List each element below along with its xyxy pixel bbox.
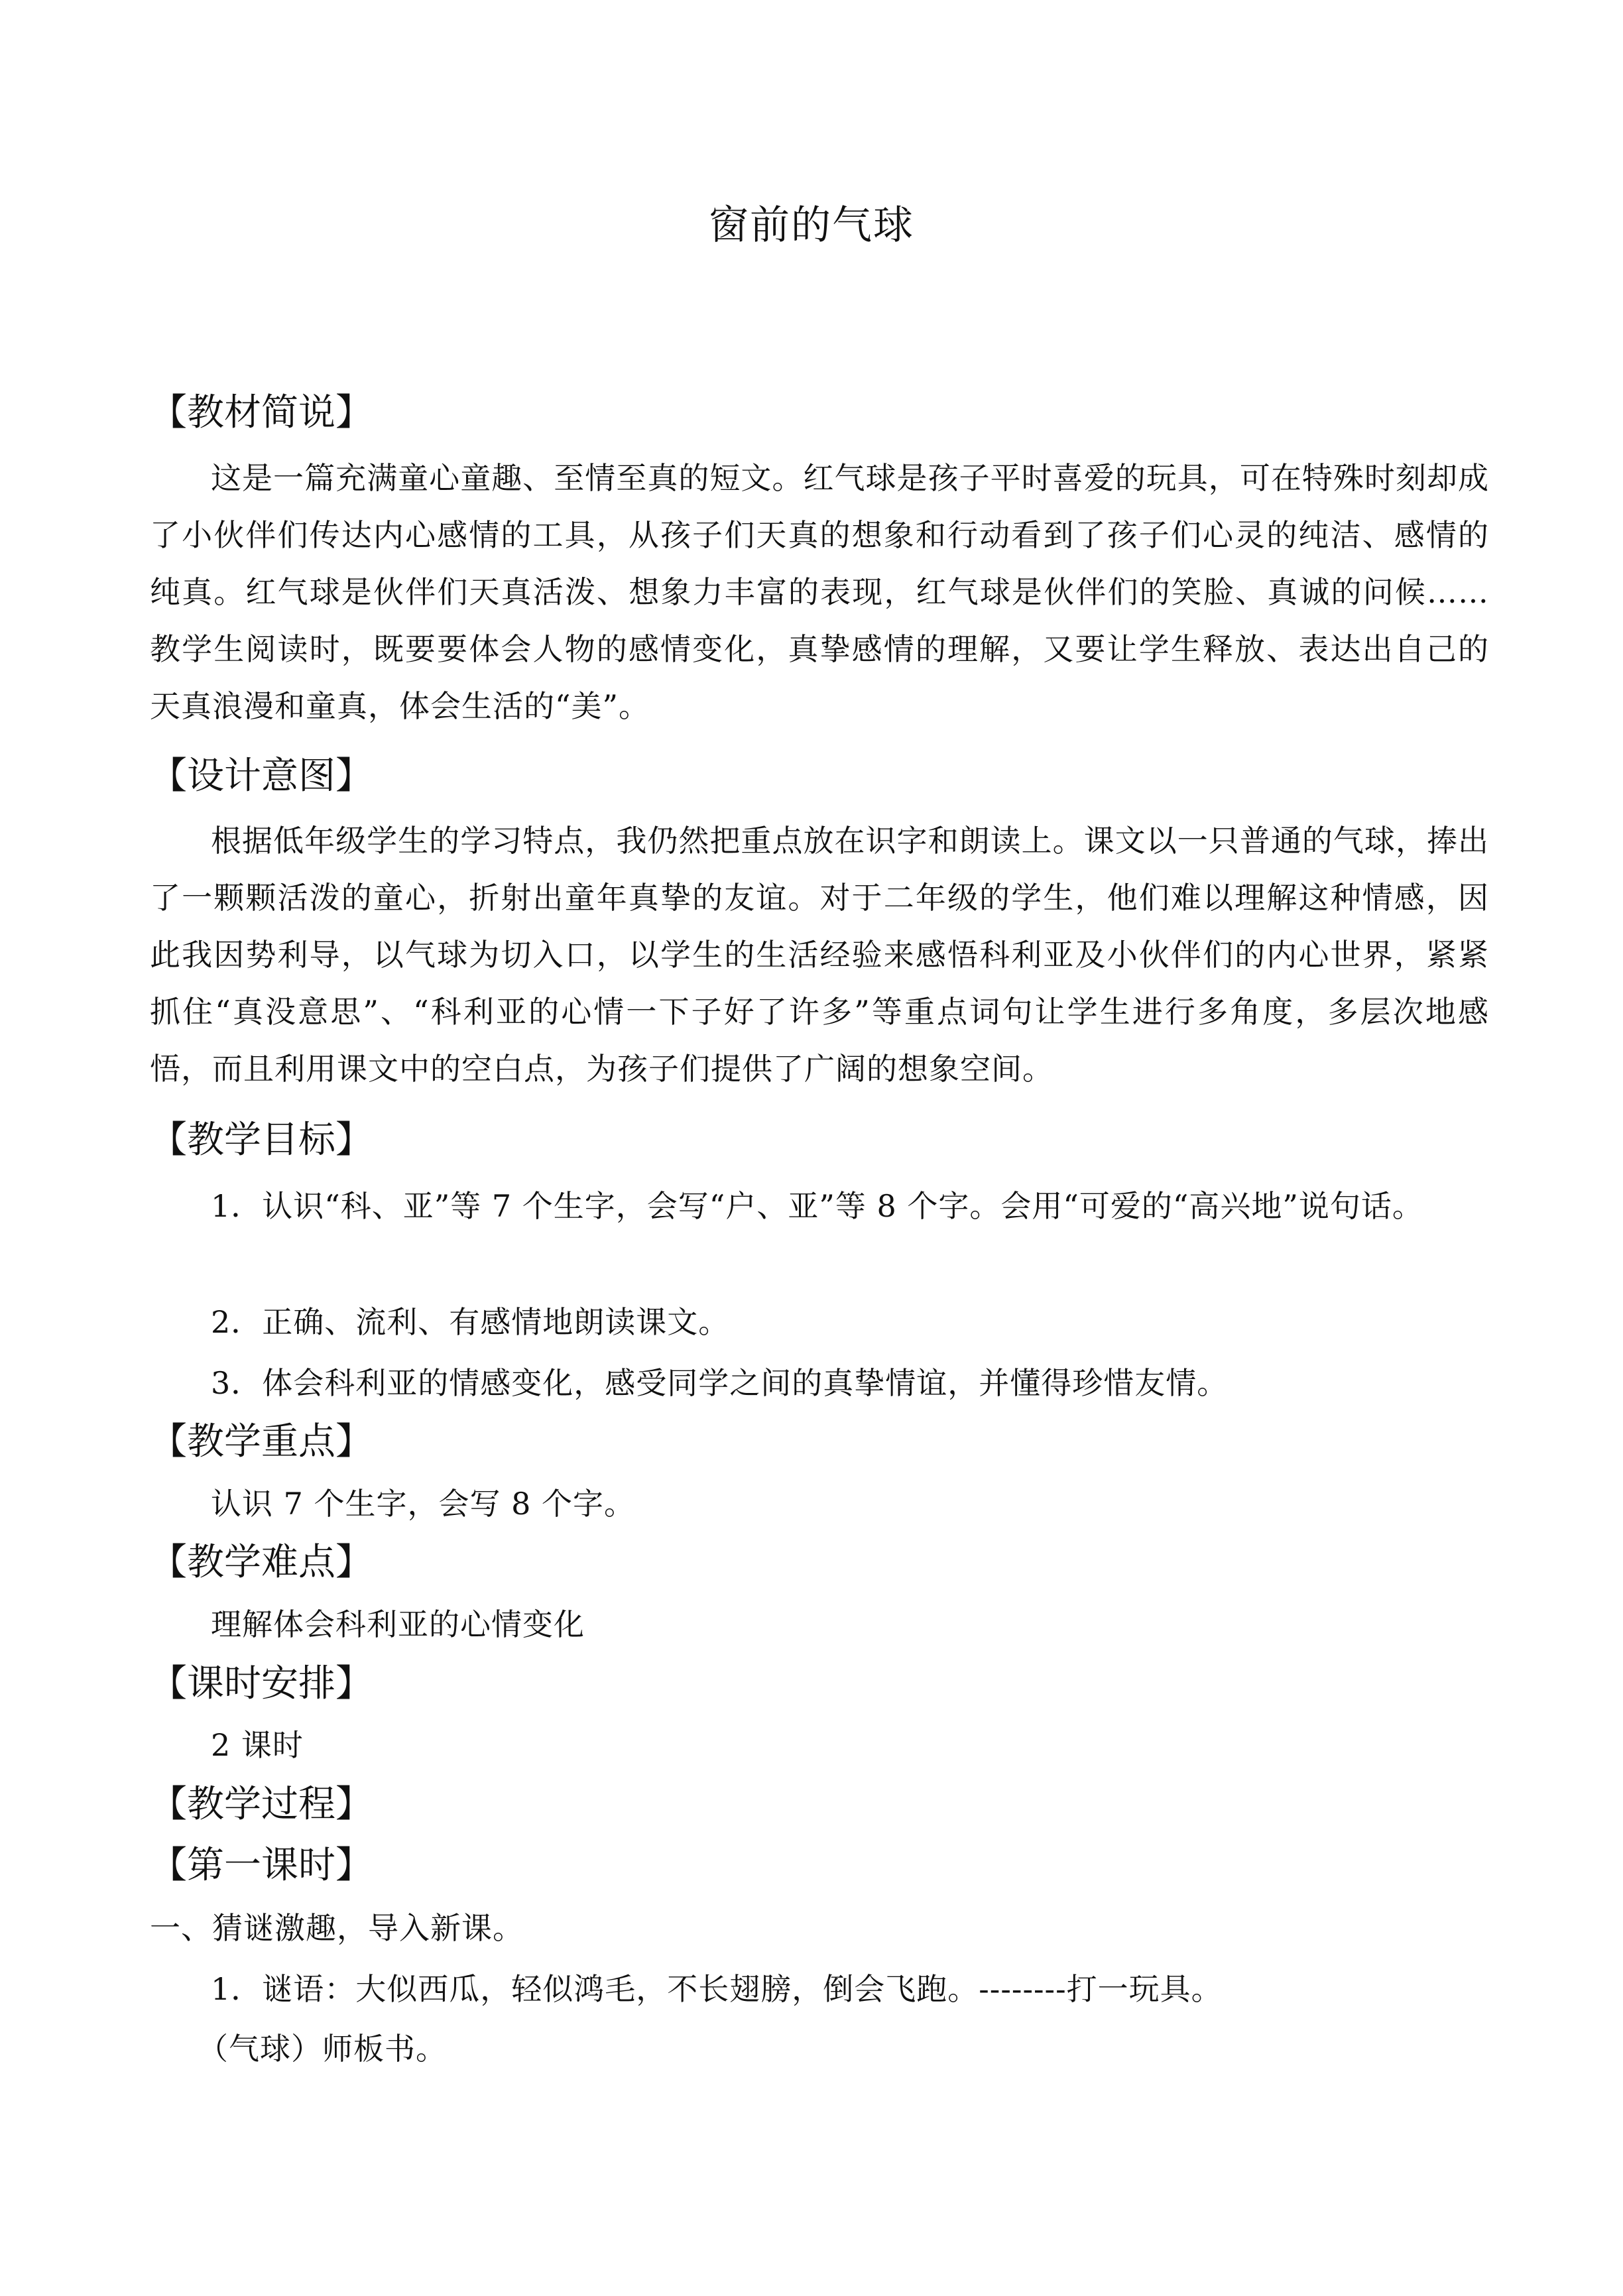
step1-text: 一、猜谜激趣，导入新课。 bbox=[150, 1910, 524, 1946]
goals-heading: 【教学目标】 bbox=[150, 1118, 373, 1162]
difficulty-text: 理解体会科利亚的心情变化 bbox=[211, 1606, 585, 1642]
focus-heading: 【教学重点】 bbox=[150, 1420, 373, 1463]
intro-paragraph: 这是一篇充满童心童趣、至情至真的短文。红气球是孩子平时喜爱的玩具，可在特殊时刻却成了小伙伴们传达内心感情的工具，从孩子们天真的想象和行动看到了孩子们心灵的纯洁、感情的纯真。红气球是伙伴们天真活泼、想象力丰富的表现，红气球是伙伴们的笑脸、真诚的问候……教学生阅读时，既要要体会人物的感情变化，真挚感情的理解，又要让学生释放、表达出自己的天真浪漫和童真，体会生活的“美”。 bbox=[150, 460, 1489, 724]
answer-text: （气球）师板书。 bbox=[198, 2031, 447, 2067]
riddle-text: 1．谜语：大似西瓜，轻似鸿毛，不长翅膀，倒会飞跑。--------打一玩具。 bbox=[211, 1971, 1223, 2007]
goal-item-3: 3．体会科利亚的情感变化，感受同学之间的真挚情谊，并懂得珍惜友情。 bbox=[211, 1365, 1229, 1401]
design-heading: 【设计意图】 bbox=[150, 755, 373, 798]
schedule-heading: 【课时安排】 bbox=[150, 1662, 373, 1705]
page-title: 窗前的气球 bbox=[709, 202, 914, 249]
lesson1-heading: 【第一课时】 bbox=[150, 1844, 373, 1887]
schedule-text: 2 课时 bbox=[211, 1727, 304, 1763]
difficulty-heading: 【教学难点】 bbox=[150, 1541, 373, 1584]
goal-item-2: 2．正确、流利、有感情地朗读课文。 bbox=[211, 1304, 730, 1340]
process-heading: 【教学过程】 bbox=[150, 1783, 373, 1826]
intro-heading: 【教材简说】 bbox=[150, 391, 373, 434]
design-paragraph: 根据低年级学生的学习特点，我仍然把重点放在识字和朗读上。课文以一只普通的气球，捧出了一颗颗活泼的童心，折射出童年真挚的友谊。对于二年级的学生，他们难以理解这种情感，因此我因势利导，以气球为切入口，以学生的生活经验来感悟科利亚及小伙伴们的内心世界，紧紧抓住“真没意思”、“科利亚的心情一下子好了许多”等重点词句让学生进行多角度，多层次地感悟，而且利用课文中的空白点，为孩子们提供了广阔的想象空间。 bbox=[150, 823, 1489, 1087]
focus-text: 认识 7 个生字，会写 8 个字。 bbox=[211, 1486, 636, 1522]
goal-item-1: 1．认识“科、亚”等 7 个生字，会写“户、亚”等 8 个字。会用“可爱的“高兴地”说句话。 bbox=[211, 1188, 1423, 1224]
